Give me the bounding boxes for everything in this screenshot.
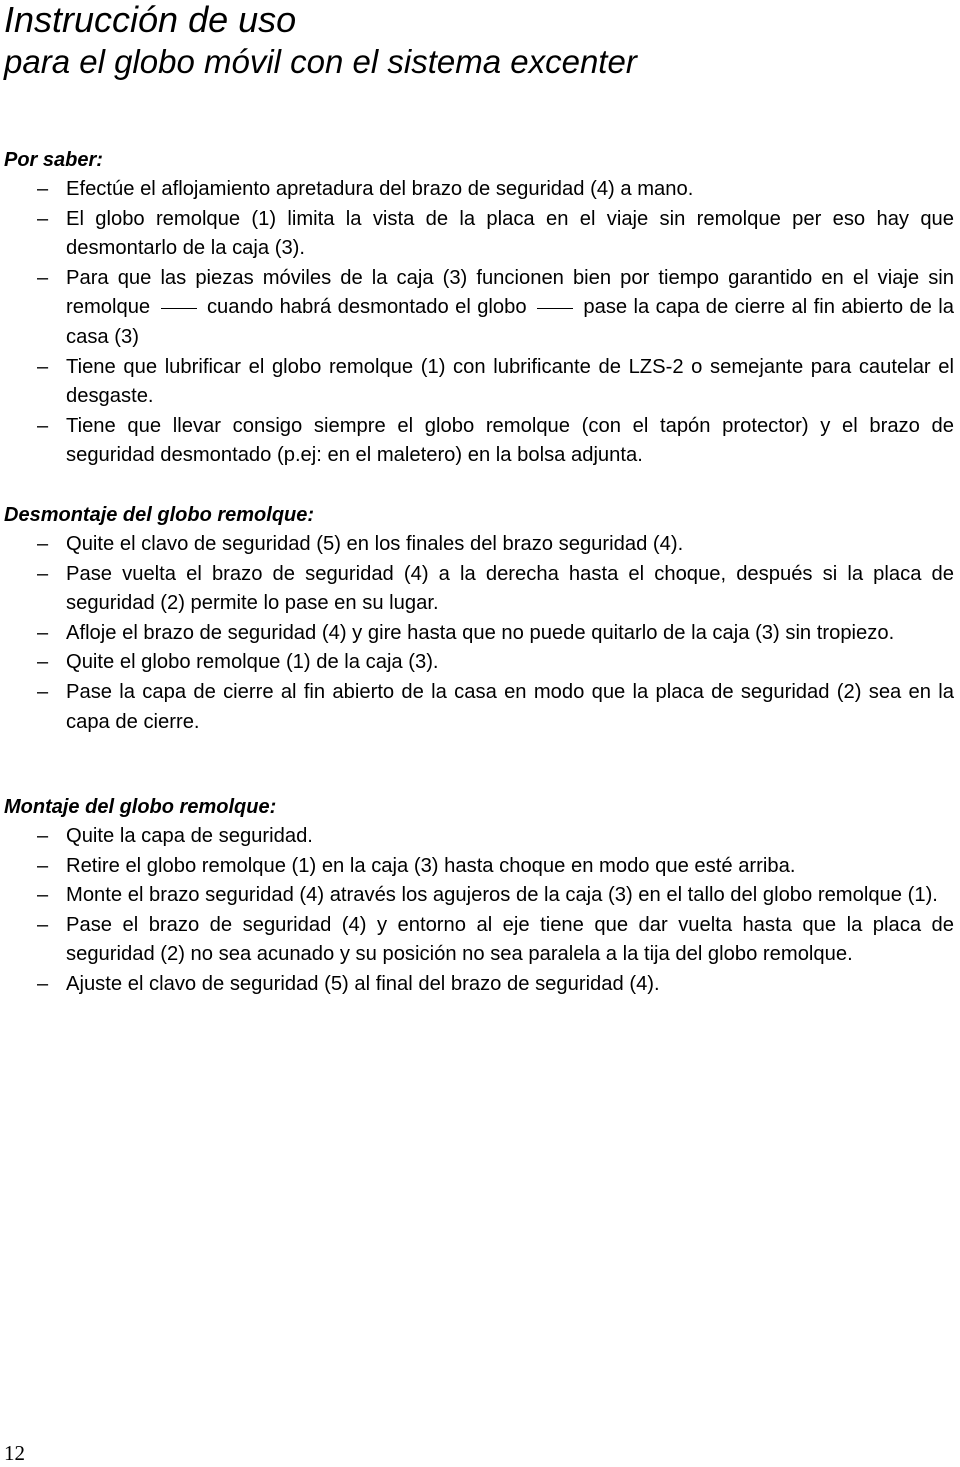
bullet-list [4,175,954,471]
dash-bullet: – [37,680,49,703]
dash-bullet: – [37,533,49,555]
list-item [4,911,954,970]
section-heading: Desmontaje del globo remolque: [4,504,315,526]
dash-bullet: – [37,825,49,847]
dash-bullet: – [37,207,49,230]
list-item-text: Efectúe el aflojamiento apretadura del brazo de seguridad (4) a mano. [66,178,694,200]
dash-bullet: – [37,854,49,877]
list-item [4,264,954,353]
list-item [4,175,954,205]
dash-bullet: – [37,414,49,437]
list-item-text: Pase vuelta el brazo de seguridad (4) a la derecha hasta el choque, después si la placa de seguridad (2) permite lo pase en su lugar. [66,562,954,615]
page-number: 12 [4,1441,25,1465]
list-item-text: Monte el brazo seguridad (4) através los agujeros de la caja (3) en el tallo del globo remolque (1). [66,884,938,907]
section-por-saber [4,145,954,471]
list-item-text: Tiene que lubrificar el globo remolque (1) con lubrificante de LZS-2 o semejante para cautelar el desgaste. [66,355,954,408]
list-item-text: Tiene que llevar consigo siempre el globo remolque (con el tapón protector) y el brazo de seguridad desmontado (p.ej: en el maletero) en la bolsa adjunta. [66,414,954,467]
dash-bullet: – [37,972,49,995]
list-item [4,678,954,737]
list-item-text-part: Para que las piezas móviles de la caja (3) funcionen bien por tiempo garantido en el viaje sin remolque [66,266,954,319]
bullet-list [4,530,954,737]
bullet-list [4,822,954,1000]
list-item [4,881,954,911]
list-item [4,970,954,1000]
section-heading: Montaje del globo remolque: [4,796,277,818]
list-item-text: El globo remolque (1) limita la vista de la placa en el viaje sin remolque per eso hay que desmontarlo de la caja (3). [66,207,954,260]
dash-bullet: – [37,355,49,378]
list-item-text: Quite el globo remolque (1) de la caja (3). [66,651,439,674]
list-item [4,822,954,852]
list-item-text: Quite la capa de seguridad. [66,825,313,847]
em-dash-line [161,308,197,309]
dash-bullet: – [37,913,49,936]
list-item [4,619,954,649]
list-item-text-part: cuando habrá desmontado el globo [206,296,527,319]
dash-bullet: – [37,884,49,907]
section-montaje [4,792,954,1000]
dash-bullet: – [37,651,49,674]
list-item [4,412,954,471]
list-item [4,648,954,678]
list-item [4,353,954,412]
page-subtitle: para el globo móvil con el sistema excenter [4,43,637,80]
list-item [4,205,954,264]
dash-bullet: – [37,178,49,200]
list-item-text: Quite el clavo de seguridad (5) en los finales del brazo seguridad (4). [66,533,684,555]
section-heading: Por saber: [4,149,103,171]
page-title: Instrucción de uso [4,0,297,40]
list-item-text: Pase la capa de cierre al fin abierto de la casa en modo que la placa de seguridad (2) sea en la capa de cierre. [66,680,954,733]
em-dash-line [537,308,573,309]
dash-bullet: – [37,621,49,644]
dash-bullet: – [37,562,49,585]
list-item-text: Pase el brazo de seguridad (4) y entorno al eje tiene que dar vuelta hasta que la placa de seguridad (2) no sea acunado y su posición no sea paralela a la tija del globo remolque. [66,913,954,966]
list-item [4,560,954,619]
list-item [4,852,954,882]
list-item-text-part: pase la capa de cierre al fin abierto de la casa (3) [66,296,954,348]
dash-bullet: – [37,266,49,289]
list-item-text: Afloje el brazo de seguridad (4) y gire hasta que no puede quitarlo de la caja (3) sin tropiezo. [66,621,895,644]
list-item-text: Retire el globo remolque (1) en la caja (3) hasta choque en modo que esté arriba. [66,854,796,877]
list-item [4,530,954,560]
section-desmontaje [4,500,954,737]
list-item-text: Ajuste el clavo de seguridad (5) al final del brazo de seguridad (4). [66,972,660,995]
